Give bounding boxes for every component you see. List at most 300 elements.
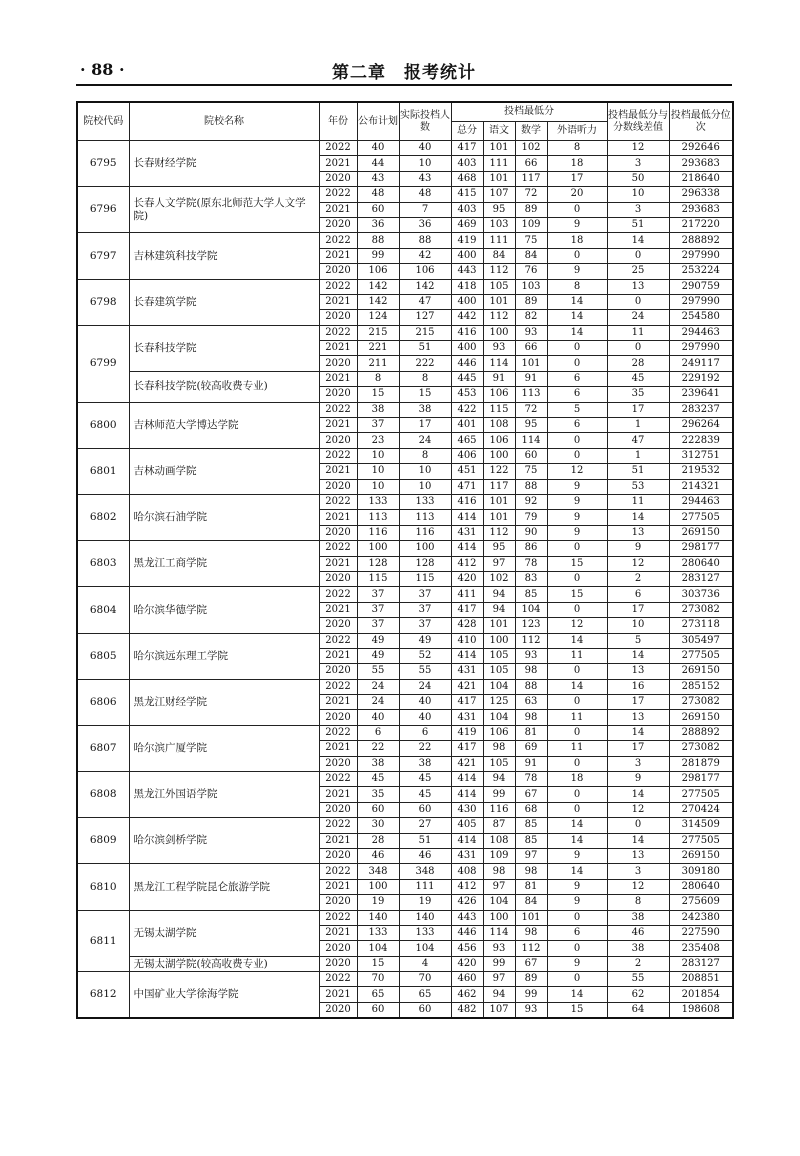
cell-actual: 37 xyxy=(399,602,451,617)
cell-total: 445 xyxy=(451,371,483,386)
cell-chinese: 100 xyxy=(483,325,515,340)
cell-year: 2021 xyxy=(319,556,357,571)
cell-math: 75 xyxy=(515,464,547,479)
cell-actual: 40 xyxy=(399,710,451,725)
table-row xyxy=(77,864,733,879)
cell-chinese: 105 xyxy=(483,664,515,679)
cell-actual: 142 xyxy=(399,279,451,294)
cell-chinese: 84 xyxy=(483,248,515,263)
cell-rank: 214321 xyxy=(669,479,733,494)
cell-diff: 0 xyxy=(607,818,669,833)
cell-school-code: 6810 xyxy=(77,864,129,910)
cell-math: 97 xyxy=(515,848,547,863)
cell-chinese: 95 xyxy=(483,202,515,217)
cell-year: 2020 xyxy=(319,479,357,494)
cell-listening: 0 xyxy=(547,802,607,817)
cell-year: 2020 xyxy=(319,848,357,863)
cell-rank: 273082 xyxy=(669,741,733,756)
cell-plan: 113 xyxy=(357,510,399,525)
cell-rank: 218640 xyxy=(669,171,733,186)
cell-actual: 88 xyxy=(399,233,451,248)
cell-diff: 17 xyxy=(607,602,669,617)
cell-school-name: 吉林师范大学博达学院 xyxy=(129,402,319,448)
cell-total: 414 xyxy=(451,833,483,848)
cell-year: 2022 xyxy=(319,818,357,833)
cell-rank: 283237 xyxy=(669,402,733,417)
cell-chinese: 117 xyxy=(483,479,515,494)
cell-total: 482 xyxy=(451,1002,483,1018)
cell-rank: 222839 xyxy=(669,433,733,448)
cell-year: 2020 xyxy=(319,571,357,586)
cell-actual: 127 xyxy=(399,310,451,325)
cell-diff: 38 xyxy=(607,941,669,956)
cell-plan: 30 xyxy=(357,818,399,833)
cell-math: 81 xyxy=(515,725,547,740)
cell-listening: 0 xyxy=(547,602,607,617)
cell-total: 469 xyxy=(451,217,483,232)
cell-total: 414 xyxy=(451,772,483,787)
cell-rank: 294463 xyxy=(669,325,733,340)
cell-year: 2020 xyxy=(319,171,357,186)
cell-rank: 269150 xyxy=(669,848,733,863)
table-row xyxy=(77,910,733,925)
cell-listening: 0 xyxy=(547,910,607,925)
cell-school-name: 哈尔滨广厦学院 xyxy=(129,725,319,771)
cell-listening: 0 xyxy=(547,664,607,679)
cell-rank: 298177 xyxy=(669,541,733,556)
cell-math: 98 xyxy=(515,710,547,725)
cell-listening: 9 xyxy=(547,525,607,540)
table-row xyxy=(77,141,733,156)
cell-total: 465 xyxy=(451,433,483,448)
cell-school-code: 6799 xyxy=(77,325,129,402)
col-actual: 实际投档人数 xyxy=(399,102,451,141)
cell-actual: 37 xyxy=(399,587,451,602)
cell-actual: 115 xyxy=(399,571,451,586)
cell-rank: 280640 xyxy=(669,879,733,894)
cell-chinese: 101 xyxy=(483,510,515,525)
cell-year: 2021 xyxy=(319,248,357,263)
cell-math: 109 xyxy=(515,217,547,232)
cell-actual: 42 xyxy=(399,248,451,263)
cell-plan: 49 xyxy=(357,648,399,663)
cell-chinese: 104 xyxy=(483,895,515,910)
cell-actual: 24 xyxy=(399,679,451,694)
cell-total: 415 xyxy=(451,187,483,202)
cell-plan: 40 xyxy=(357,710,399,725)
cell-rank: 249117 xyxy=(669,356,733,371)
cell-year: 2020 xyxy=(319,1002,357,1018)
cell-plan: 38 xyxy=(357,756,399,771)
cell-year: 2022 xyxy=(319,325,357,340)
cell-total: 419 xyxy=(451,233,483,248)
cell-listening: 9 xyxy=(547,494,607,509)
cell-year: 2021 xyxy=(319,341,357,356)
cell-total: 428 xyxy=(451,618,483,633)
cell-school-code: 6798 xyxy=(77,279,129,325)
col-plan: 公布计划 xyxy=(357,102,399,141)
cell-school-name: 黑龙江工商学院 xyxy=(129,541,319,587)
cell-actual: 27 xyxy=(399,818,451,833)
cell-school-name: 吉林动画学院 xyxy=(129,448,319,494)
cell-school-name: 黑龙江外国语学院 xyxy=(129,772,319,818)
cell-math: 93 xyxy=(515,325,547,340)
cell-listening: 15 xyxy=(547,587,607,602)
cell-listening: 6 xyxy=(547,925,607,940)
cell-listening: 15 xyxy=(547,556,607,571)
cell-total: 403 xyxy=(451,202,483,217)
cell-plan: 88 xyxy=(357,233,399,248)
table-body xyxy=(77,141,733,1019)
col-code: 院校代码 xyxy=(77,102,129,141)
cell-math: 88 xyxy=(515,679,547,694)
cell-total: 400 xyxy=(451,294,483,309)
cell-rank: 198608 xyxy=(669,1002,733,1018)
cell-total: 446 xyxy=(451,356,483,371)
cell-plan: 348 xyxy=(357,864,399,879)
cell-chinese: 115 xyxy=(483,402,515,417)
cell-plan: 211 xyxy=(357,356,399,371)
cell-chinese: 114 xyxy=(483,356,515,371)
cell-plan: 8 xyxy=(357,371,399,386)
cell-rank: 297990 xyxy=(669,248,733,263)
cell-chinese: 100 xyxy=(483,633,515,648)
cell-listening: 11 xyxy=(547,710,607,725)
cell-actual: 47 xyxy=(399,294,451,309)
cell-school-name: 黑龙江工程学院昆仑旅游学院 xyxy=(129,864,319,910)
cell-chinese: 100 xyxy=(483,448,515,463)
cell-diff: 14 xyxy=(607,648,669,663)
cell-year: 2022 xyxy=(319,541,357,556)
cell-actual: 106 xyxy=(399,264,451,279)
cell-diff: 14 xyxy=(607,725,669,740)
cell-year: 2020 xyxy=(319,710,357,725)
cell-school-name: 黑龙江财经学院 xyxy=(129,679,319,725)
cell-rank: 312751 xyxy=(669,448,733,463)
cell-math: 72 xyxy=(515,402,547,417)
cell-year: 2022 xyxy=(319,679,357,694)
cell-math: 84 xyxy=(515,895,547,910)
cell-plan: 60 xyxy=(357,1002,399,1018)
cell-diff: 17 xyxy=(607,402,669,417)
cell-chinese: 109 xyxy=(483,848,515,863)
cell-diff: 3 xyxy=(607,864,669,879)
cell-listening: 11 xyxy=(547,741,607,756)
cell-math: 98 xyxy=(515,925,547,940)
cell-chinese: 105 xyxy=(483,756,515,771)
cell-rank: 296264 xyxy=(669,418,733,433)
cell-math: 66 xyxy=(515,156,547,171)
cell-rank: 277505 xyxy=(669,510,733,525)
cell-math: 69 xyxy=(515,741,547,756)
cell-plan: 28 xyxy=(357,833,399,848)
cell-diff: 11 xyxy=(607,325,669,340)
cell-year: 2022 xyxy=(319,448,357,463)
cell-total: 411 xyxy=(451,587,483,602)
cell-math: 114 xyxy=(515,433,547,448)
cell-math: 75 xyxy=(515,233,547,248)
cell-school-code: 6809 xyxy=(77,818,129,864)
cell-diff: 9 xyxy=(607,772,669,787)
cell-math: 95 xyxy=(515,418,547,433)
cell-plan: 140 xyxy=(357,910,399,925)
cell-diff: 25 xyxy=(607,264,669,279)
cell-school-name: 中国矿业大学徐海学院 xyxy=(129,972,319,1019)
cell-chinese: 94 xyxy=(483,587,515,602)
cell-school-code: 6804 xyxy=(77,587,129,633)
cell-diff: 9 xyxy=(607,541,669,556)
cell-chinese: 108 xyxy=(483,833,515,848)
cell-math: 93 xyxy=(515,1002,547,1018)
cell-chinese: 93 xyxy=(483,941,515,956)
cell-chinese: 122 xyxy=(483,464,515,479)
cell-actual: 10 xyxy=(399,156,451,171)
cell-math: 89 xyxy=(515,202,547,217)
cell-year: 2021 xyxy=(319,987,357,1002)
cell-math: 117 xyxy=(515,171,547,186)
cell-chinese: 104 xyxy=(483,679,515,694)
cell-total: 443 xyxy=(451,264,483,279)
cell-math: 82 xyxy=(515,310,547,325)
cell-plan: 104 xyxy=(357,941,399,956)
cell-total: 462 xyxy=(451,987,483,1002)
cell-listening: 0 xyxy=(547,448,607,463)
cell-math: 113 xyxy=(515,387,547,402)
col-name: 院校名称 xyxy=(129,102,319,141)
cell-chinese: 95 xyxy=(483,541,515,556)
cell-rank: 297990 xyxy=(669,294,733,309)
cell-plan: 22 xyxy=(357,741,399,756)
cell-plan: 128 xyxy=(357,556,399,571)
cell-rank: 293683 xyxy=(669,156,733,171)
cell-diff: 64 xyxy=(607,1002,669,1018)
cell-actual: 38 xyxy=(399,402,451,417)
cell-listening: 0 xyxy=(547,248,607,263)
cell-plan: 55 xyxy=(357,664,399,679)
cell-year: 2021 xyxy=(319,156,357,171)
cell-year: 2022 xyxy=(319,910,357,925)
cell-plan: 15 xyxy=(357,956,399,971)
cell-diff: 1 xyxy=(607,418,669,433)
cell-rank: 201854 xyxy=(669,987,733,1002)
cell-plan: 37 xyxy=(357,618,399,633)
cell-listening: 9 xyxy=(547,479,607,494)
cell-math: 63 xyxy=(515,695,547,710)
chapter-title: 第二章 报考统计 xyxy=(332,63,476,83)
cell-total: 420 xyxy=(451,956,483,971)
cell-plan: 23 xyxy=(357,433,399,448)
cell-diff: 13 xyxy=(607,710,669,725)
cell-diff: 2 xyxy=(607,571,669,586)
cell-plan: 142 xyxy=(357,279,399,294)
cell-rank: 239641 xyxy=(669,387,733,402)
cell-school-name: 长春财经学院 xyxy=(129,141,319,187)
cell-math: 91 xyxy=(515,371,547,386)
col-rank: 投档最低分位次 xyxy=(669,102,733,141)
cell-rank: 270424 xyxy=(669,802,733,817)
cell-diff: 24 xyxy=(607,310,669,325)
cell-diff: 10 xyxy=(607,618,669,633)
cell-year: 2020 xyxy=(319,387,357,402)
cell-plan: 38 xyxy=(357,402,399,417)
cell-plan: 48 xyxy=(357,187,399,202)
cell-year: 2022 xyxy=(319,279,357,294)
cell-diff: 13 xyxy=(607,664,669,679)
cell-school-name: 无锡太湖学院 xyxy=(129,910,319,956)
cell-listening: 14 xyxy=(547,633,607,648)
cell-total: 420 xyxy=(451,571,483,586)
cell-rank: 280640 xyxy=(669,556,733,571)
cell-diff: 12 xyxy=(607,141,669,156)
cell-plan: 116 xyxy=(357,525,399,540)
cell-total: 426 xyxy=(451,895,483,910)
cell-plan: 19 xyxy=(357,895,399,910)
col-min-group: 投档最低分 xyxy=(451,102,607,122)
cell-chinese: 104 xyxy=(483,710,515,725)
cell-chinese: 99 xyxy=(483,956,515,971)
table-row xyxy=(77,725,733,740)
cell-rank: 283127 xyxy=(669,956,733,971)
cell-year: 2020 xyxy=(319,664,357,679)
cell-rank: 294463 xyxy=(669,494,733,509)
cell-listening: 6 xyxy=(547,387,607,402)
cell-actual: 51 xyxy=(399,341,451,356)
cell-year: 2021 xyxy=(319,202,357,217)
cell-listening: 0 xyxy=(547,695,607,710)
cell-listening: 9 xyxy=(547,956,607,971)
cell-actual: 15 xyxy=(399,387,451,402)
cell-year: 2021 xyxy=(319,371,357,386)
table-row xyxy=(77,541,733,556)
cell-chinese: 112 xyxy=(483,525,515,540)
cell-total: 421 xyxy=(451,756,483,771)
cell-listening: 6 xyxy=(547,371,607,386)
cell-math: 112 xyxy=(515,941,547,956)
page-number: · 88 · xyxy=(80,60,125,79)
cell-rank: 292646 xyxy=(669,141,733,156)
cell-total: 400 xyxy=(451,341,483,356)
cell-math: 101 xyxy=(515,356,547,371)
cell-year: 2022 xyxy=(319,233,357,248)
cell-chinese: 94 xyxy=(483,772,515,787)
cell-chinese: 101 xyxy=(483,171,515,186)
cell-plan: 60 xyxy=(357,202,399,217)
cell-math: 98 xyxy=(515,864,547,879)
cell-listening: 0 xyxy=(547,341,607,356)
cell-chinese: 106 xyxy=(483,433,515,448)
cell-rank: 283127 xyxy=(669,571,733,586)
cell-diff: 3 xyxy=(607,202,669,217)
cell-actual: 8 xyxy=(399,448,451,463)
cell-actual: 70 xyxy=(399,972,451,987)
cell-chinese: 114 xyxy=(483,925,515,940)
cell-year: 2021 xyxy=(319,464,357,479)
cell-chinese: 101 xyxy=(483,494,515,509)
cell-year: 2022 xyxy=(319,864,357,879)
cell-chinese: 97 xyxy=(483,556,515,571)
table-header xyxy=(77,102,733,141)
cell-listening: 14 xyxy=(547,310,607,325)
cell-plan: 100 xyxy=(357,879,399,894)
cell-chinese: 106 xyxy=(483,725,515,740)
cell-listening: 12 xyxy=(547,464,607,479)
cell-rank: 242380 xyxy=(669,910,733,925)
cell-total: 446 xyxy=(451,925,483,940)
cell-listening: 18 xyxy=(547,156,607,171)
cell-diff: 3 xyxy=(607,756,669,771)
table-row xyxy=(77,972,733,987)
cell-total: 414 xyxy=(451,787,483,802)
cell-chinese: 107 xyxy=(483,187,515,202)
cell-plan: 221 xyxy=(357,341,399,356)
cell-year: 2020 xyxy=(319,895,357,910)
cell-total: 421 xyxy=(451,679,483,694)
cell-rank: 277505 xyxy=(669,648,733,663)
cell-chinese: 105 xyxy=(483,648,515,663)
cell-diff: 6 xyxy=(607,587,669,602)
cell-plan: 6 xyxy=(357,725,399,740)
cell-rank: 217220 xyxy=(669,217,733,232)
cell-diff: 14 xyxy=(607,510,669,525)
cell-chinese: 107 xyxy=(483,1002,515,1018)
cell-school-name: 吉林建筑科技学院 xyxy=(129,233,319,279)
cell-actual: 104 xyxy=(399,941,451,956)
cell-school-code: 6806 xyxy=(77,679,129,725)
cell-rank: 273082 xyxy=(669,695,733,710)
cell-rank: 298177 xyxy=(669,772,733,787)
cell-diff: 13 xyxy=(607,279,669,294)
cell-school-code: 6803 xyxy=(77,541,129,587)
cell-total: 431 xyxy=(451,525,483,540)
table-row xyxy=(77,587,733,602)
cell-year: 2022 xyxy=(319,494,357,509)
cell-actual: 4 xyxy=(399,956,451,971)
cell-plan: 65 xyxy=(357,987,399,1002)
cell-school-name: 哈尔滨远东理工学院 xyxy=(129,633,319,679)
col-listening: 外语听力 xyxy=(547,122,607,141)
col-diff: 投档最低分与分数线差值 xyxy=(607,102,669,141)
cell-math: 83 xyxy=(515,571,547,586)
col-year: 年份 xyxy=(319,102,357,141)
cell-total: 419 xyxy=(451,725,483,740)
cell-rank: 293683 xyxy=(669,202,733,217)
cell-total: 417 xyxy=(451,695,483,710)
cell-school-code: 6808 xyxy=(77,772,129,818)
cell-diff: 12 xyxy=(607,879,669,894)
cell-math: 85 xyxy=(515,833,547,848)
cell-year: 2021 xyxy=(319,787,357,802)
cell-plan: 24 xyxy=(357,695,399,710)
cell-plan: 115 xyxy=(357,571,399,586)
cell-diff: 50 xyxy=(607,171,669,186)
cell-math: 85 xyxy=(515,587,547,602)
cell-listening: 15 xyxy=(547,1002,607,1018)
cell-chinese: 98 xyxy=(483,864,515,879)
cell-total: 460 xyxy=(451,972,483,987)
cell-plan: 10 xyxy=(357,448,399,463)
cell-actual: 100 xyxy=(399,541,451,556)
cell-actual: 8 xyxy=(399,371,451,386)
cell-year: 2020 xyxy=(319,525,357,540)
cell-plan: 106 xyxy=(357,264,399,279)
cell-year: 2021 xyxy=(319,879,357,894)
cell-listening: 0 xyxy=(547,756,607,771)
cell-total: 442 xyxy=(451,310,483,325)
cell-math: 84 xyxy=(515,248,547,263)
cell-listening: 14 xyxy=(547,325,607,340)
cell-listening: 8 xyxy=(547,279,607,294)
cell-listening: 9 xyxy=(547,264,607,279)
